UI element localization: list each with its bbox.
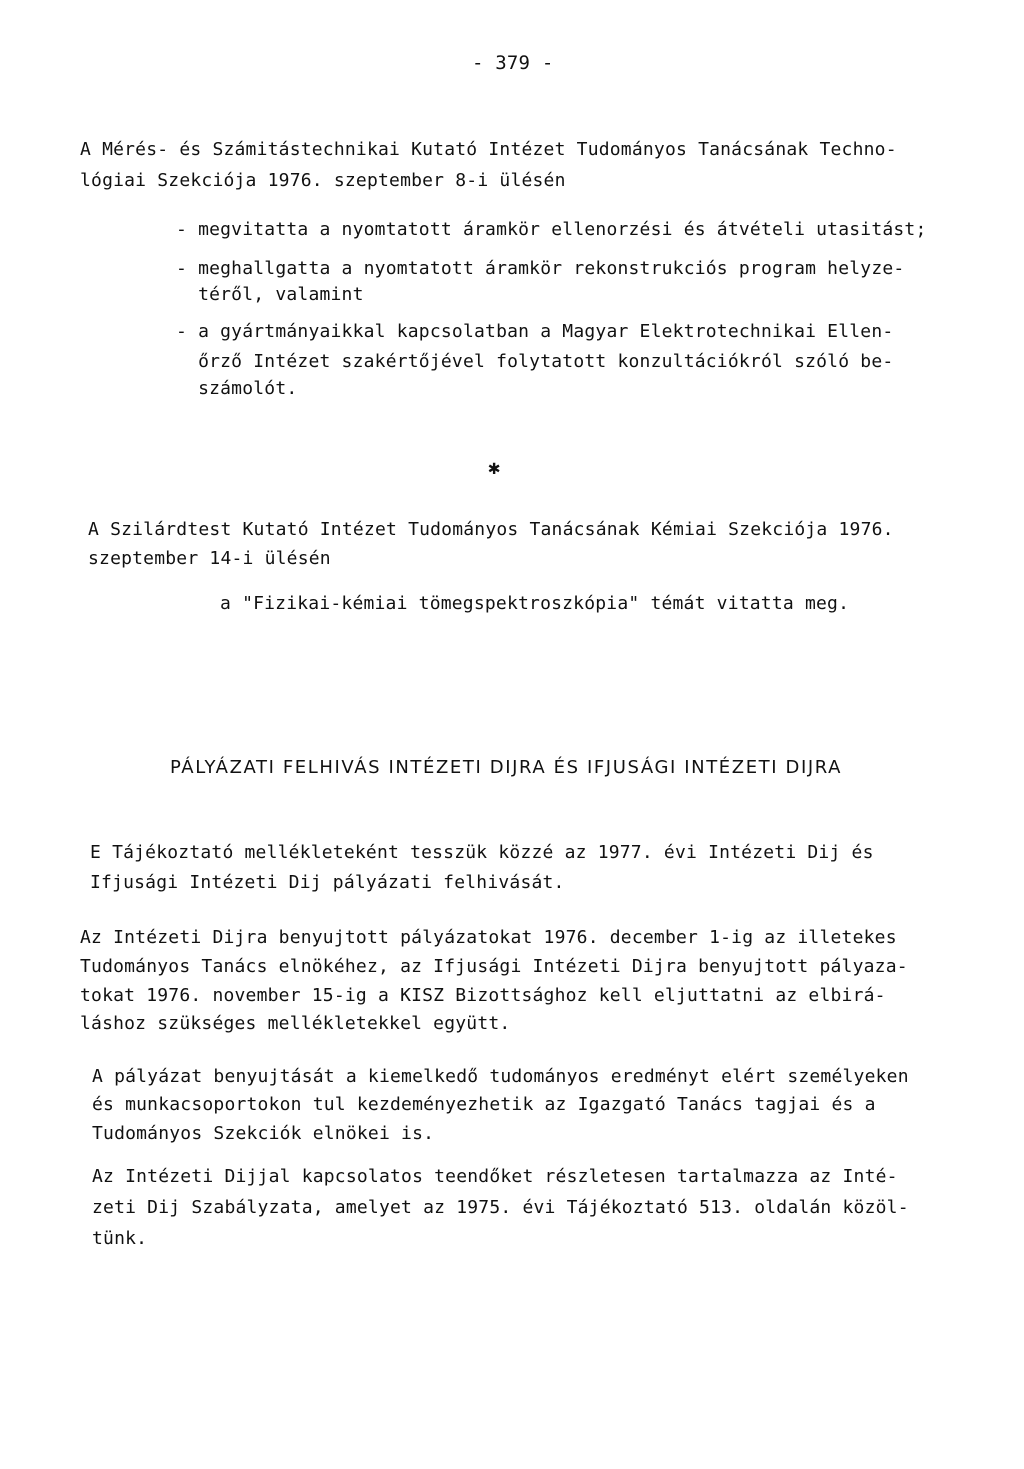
section1-item-2-line-1: - meghallgatta a nyomtatott áramkör rekonstrukciós program helyze- — [176, 258, 905, 279]
paragraph-4-line-1: Az Intézeti Dijjal kapcsolatos teendőket részletesen tartalmazza az Inté- — [92, 1166, 898, 1187]
section1-item-3-line-3: számolót. — [176, 378, 298, 399]
section1-item-3-line-1: - a gyártmányaikkal kapcsolatban a Magyar Elektrotechnikai Ellen- — [176, 321, 894, 342]
section1-item-1: - megvitatta a nyomtatott áramkör ellenorzési és átvételi utasitást; — [176, 219, 927, 240]
section1-intro-line-2: lógiai Szekciója 1976. szeptember 8-i ülésén — [80, 170, 566, 191]
paragraph-2-line-2: Tudományos Tanács elnökéhez, az Ifjusági Intézeti Dijra benyujtott pályaza- — [80, 956, 908, 977]
section2-item: a "Fizikai-kémiai tömegspektroszkópia" témát vitatta meg. — [220, 593, 850, 614]
section1-item-2-line-2: téről, valamint — [176, 284, 364, 305]
page-number: - 379 - — [472, 52, 554, 74]
separator-asterisk: ✱ — [488, 455, 501, 479]
section2-intro-line-1: A Szilárdtest Kutató Intézet Tudományos Tanácsának Kémiai Szekciója 1976. — [88, 519, 894, 540]
paragraph-2-line-3: tokat 1976. november 15-ig a KISZ Bizottsághoz kell eljuttatni az elbirá- — [80, 985, 886, 1006]
paragraph-1-line-1: E Tájékoztató mellékleteként tesszük közzé az 1977. évi Intézeti Dij és — [90, 842, 874, 863]
paragraph-1-line-2: Ifjusági Intézeti Dij pályázati felhivását. — [90, 872, 565, 893]
paragraph-4-line-2: zeti Dij Szabályzata, amelyet az 1975. évi Tájékoztató 513. oldalán közöl- — [92, 1197, 909, 1218]
paragraph-2-line-1: Az Intézeti Dijra benyujtott pályázatokat 1976. december 1-ig az illetekes — [80, 927, 897, 948]
paragraph-3-line-2: és munkacsoportokon tul kezdeményezhetik az Igazgató Tanács tagjai és a — [92, 1094, 876, 1115]
section1-item-3-line-2: őrző Intézet szakértőjével folytatott konzultációkról szóló be- — [176, 351, 894, 372]
section1-intro-line-1: A Mérés- és Számitástechnikai Kutató Intézet Tudományos Tanácsának Techno- — [80, 139, 897, 160]
paragraph-3-line-1: A pályázat benyujtását a kiemelkedő tudományos eredményt elért személyeken — [92, 1066, 909, 1087]
call-for-applications-heading: PÁLYÁZATI FELHIVÁS INTÉZETI DIJRA ÉS IFJUSÁGI INTÉZETI DIJRA — [170, 757, 843, 778]
paragraph-4-line-3: tünk. — [92, 1228, 148, 1249]
paragraph-3-line-3: Tudományos Szekciók elnökei is. — [92, 1123, 435, 1144]
paragraph-2-line-4: láshoz szükséges mellékletekkel együtt. — [80, 1013, 511, 1034]
section2-intro-line-2: szeptember 14-i ülésén — [88, 548, 331, 569]
